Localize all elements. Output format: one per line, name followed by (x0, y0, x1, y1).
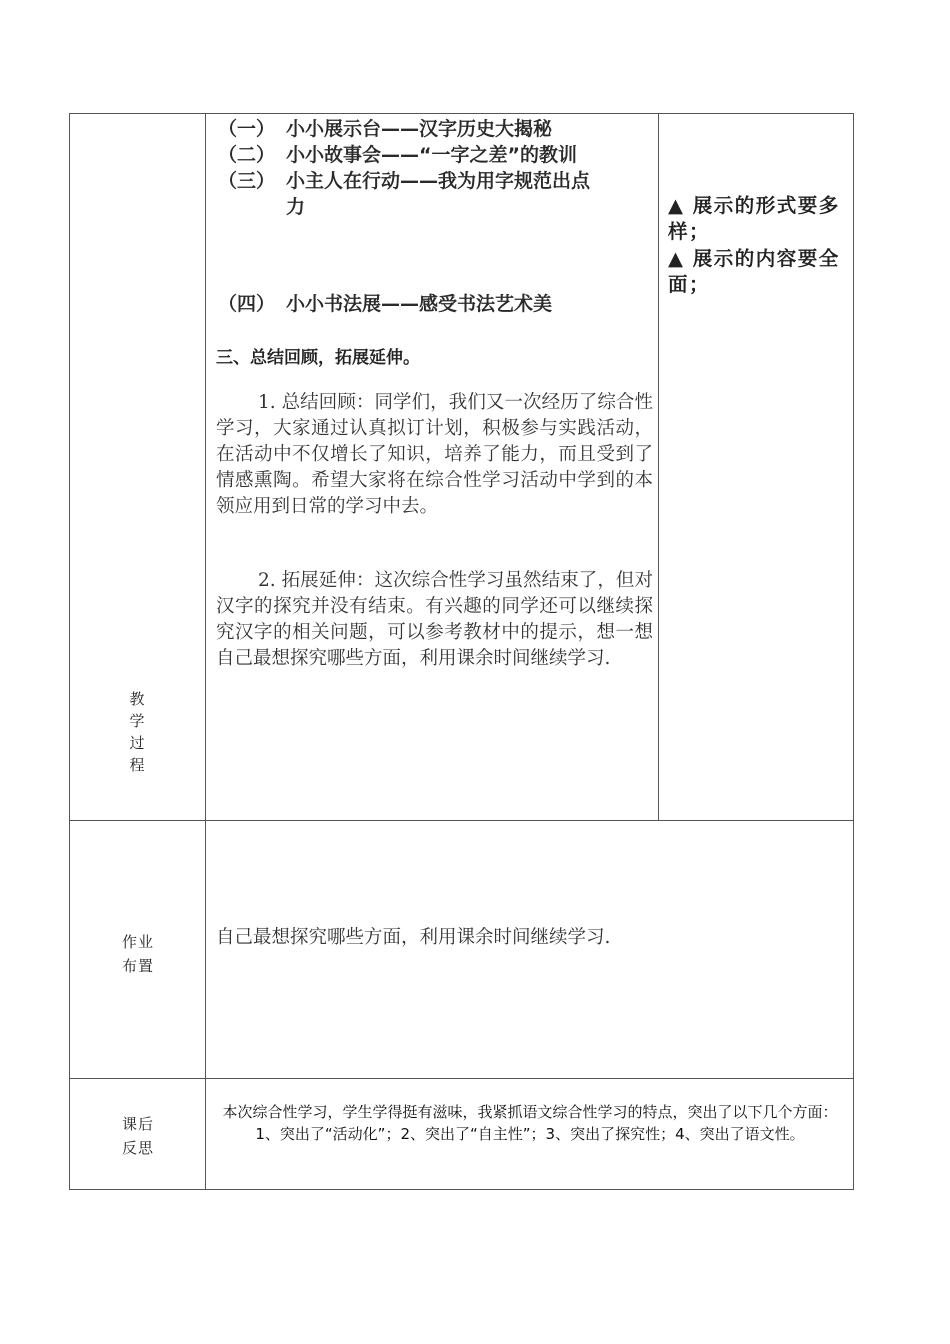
reflection-content: 本次综合性学习，学生学得挺有滋味，我紧抓语文综合性学习的特点，突出了以下几个方面：1、突出了“活动化”；2、突出了“自主性”；3、突出了探究性；4、突出了语文性。 (222, 1103, 838, 1143)
activity-number: （一） (218, 118, 276, 140)
reflection-label-line: 反思 (121, 1139, 154, 1157)
table-label-divider (205, 113, 206, 1190)
activity-text: 小小书法展——感受书法艺术美 (286, 293, 553, 315)
activity-text: 小小故事会——“一字之差”的教训 (286, 144, 577, 166)
reflection-label (108, 1112, 168, 1160)
table-border-top (69, 113, 854, 114)
homework-label-line: 作业 (121, 933, 154, 951)
activity-item-1 (218, 116, 552, 142)
process-label (122, 688, 152, 776)
activity-number: （二） (218, 144, 276, 166)
section-title: 三、总结回顾，拓展延伸。 (216, 348, 420, 368)
paragraph-summary (216, 390, 653, 520)
paragraph-extension (216, 568, 653, 672)
activity-number: （三） (218, 170, 276, 192)
note-form: ▲ 展示的形式要多样； (668, 194, 840, 243)
activity-item-4 (218, 291, 552, 317)
activity-item-3 (218, 168, 590, 194)
paragraph-summary-text: 1. 总结回顾：同学们，我们又一次经历了综合性学习，大家通过认真拟订计划，积极参与实践活动，在活动中不仅增长了知识，培养了能力，而且受到了情感熏陶。希望大家将在综合性学习活动中学到的本领应用到日常的学习中去。 (216, 392, 653, 517)
activity-item-3-continuation: 力 (286, 196, 306, 218)
table-notes-divider (658, 113, 659, 821)
table-border-bottom (69, 1189, 854, 1190)
homework-content: 自己最想探究哪些方面，利用课余时间继续学习. (216, 927, 611, 948)
activity-item-2 (218, 142, 577, 168)
table-divider-1 (69, 820, 854, 821)
paragraph-extension-text: 2. 拓展延伸：这次综合性学习虽然结束了，但对汉字的探究并没有结束。有兴趣的同学还可以继续探究汉字的相关问题，可以参考教材中的提示，想一想自己最想探究哪些方面，利用课余时间继续学习. (216, 570, 653, 669)
process-label-char: 过 (129, 734, 145, 752)
activity-text: 小主人在行动——我为用字规范出点 (286, 170, 591, 192)
table-divider-2 (69, 1078, 854, 1079)
activity-number: （四） (218, 293, 276, 315)
process-label-char: 学 (129, 712, 145, 730)
homework-label (108, 930, 168, 978)
table-border-right (853, 113, 854, 1190)
note-content: ▲ 展示的内容要全面； (668, 247, 840, 296)
process-label-char: 程 (129, 756, 145, 774)
activity-text: 小小展示台——汉字历史大揭秘 (286, 118, 553, 140)
homework-label-line: 布置 (121, 957, 154, 975)
process-label-char: 教 (129, 690, 145, 708)
reflection-label-line: 课后 (121, 1115, 154, 1133)
table-border-left (69, 113, 70, 1190)
